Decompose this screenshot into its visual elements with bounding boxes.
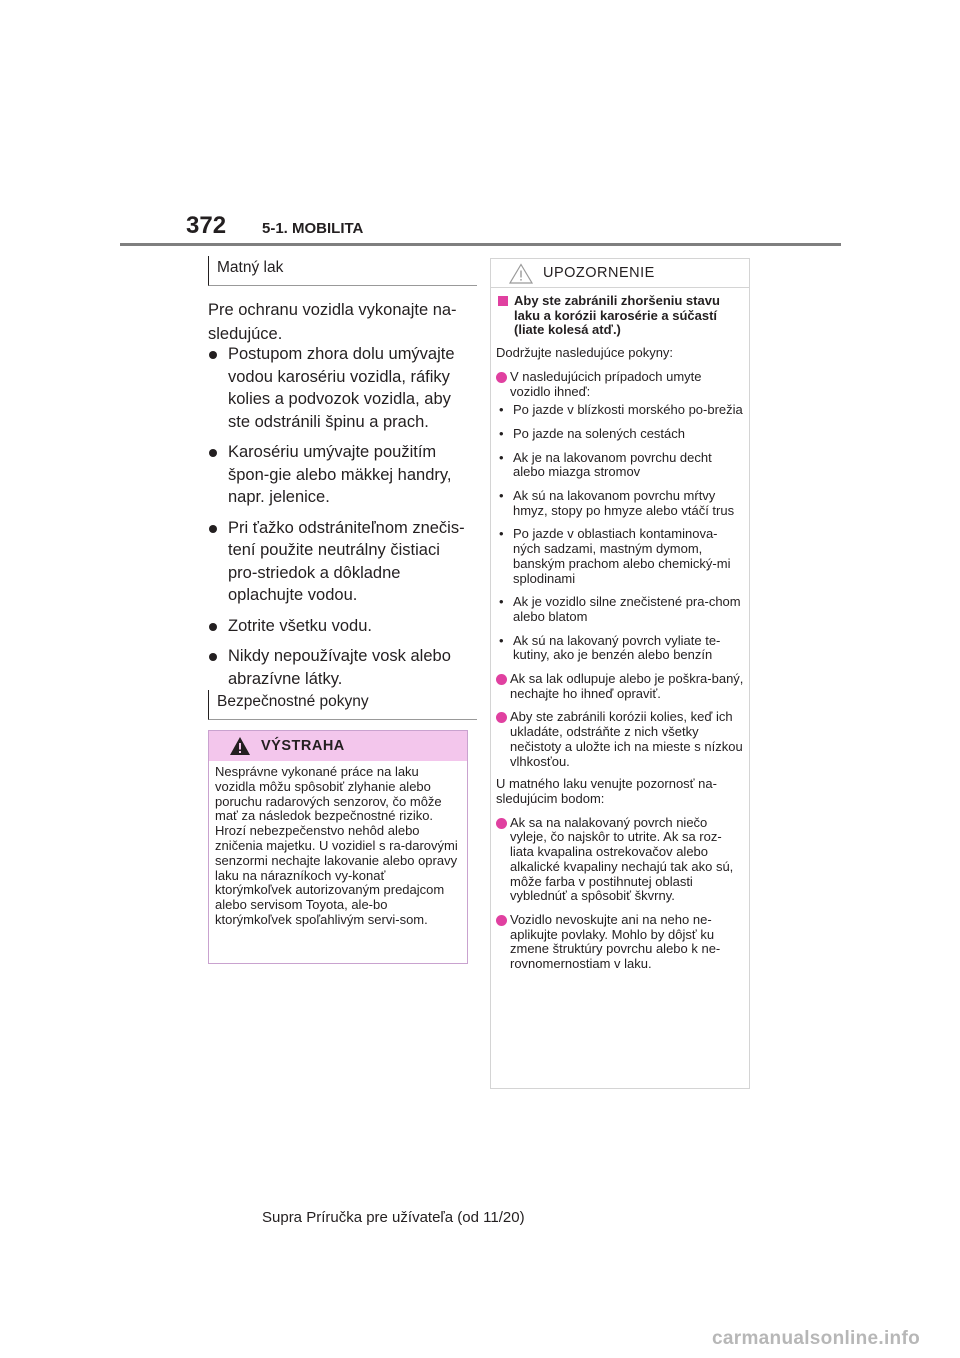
bullet-dot-icon [209,623,217,631]
warning-text: Nesprávne vykonané práce na laku vozidla môžu spôsobiť zlyhanie alebo poruchu radarových senzorov, čo môže mať za následok bezpečnostné riziko. Hrozí nebezpečenstvo nehôd alebo zničenia majetku. U vozidiel s ra-darovými senzormi nechajte lakovanie alebo opravy laku na nárazníkoch vy-konať ktorýmkoľvek autorizovaným predajcom alebo servisom Toyota, ale-bo ktorýmkoľvek spoľahlivým servi-som. [215,764,458,927]
warning-header [209,731,467,761]
caution-title: UPOZORNENIE [543,265,655,281]
list-item: • Ak sú na lakovanom povrchu mŕtvy hmyz, stopy po hmyze alebo vtáčí trus [499,488,735,518]
list-item: Ak sa lak odlupuje alebo je poškra-baný, nechajte ho ihneď opraviť. [496,672,744,701]
circle-marker-icon [496,915,507,926]
list-item: • Ak je na lakovanom povrchu decht alebo miazga stromov [499,449,712,480]
circle-marker-icon [496,372,507,383]
heading-matte-paint: Matný lak [208,256,477,286]
list-item: • Po jazde na solených cestách [499,425,685,441]
list-item: • Po jazde v blízkosti morského po-brežia [499,402,743,418]
caution-intro: Dodržujte nasledujúce pokyny: [496,345,674,361]
bullet-dot-icon [209,525,217,533]
header-rule [120,243,841,246]
list-item: Postupom zhora dolu umývajte vodou karosériu vozidla, ráfiky kolies a podvozok vozidla, aby ste odstránili špinu a prach. [208,343,470,433]
bullet-dot-icon [209,449,217,457]
page-number: 372 [186,212,227,239]
list-item: Nikdy nepoužívajte vosk alebo abrazívne látky. [208,645,470,690]
square-marker-icon [498,296,508,306]
caution-header [491,259,749,288]
list-item: • Ak sú na lakovaný povrch vyliate te-kutiny, ako je benzén alebo benzín [499,632,721,663]
list-item: Zotrite všetku vodu. [208,615,470,638]
list-item: Pri ťažko odstrániteľnom znečis-tení použite neutrálny čistiaci pro-striedok a dôkladne oplachujte vodou. [208,517,470,607]
list-item: V nasledujúcich prípadoch umyte vozidlo ihneď: [496,370,744,399]
list-item: Aby ste zabránili korózii kolies, keď ich ukladáte, odstráňte z nich všetky nečistoty a uložte ich na mieste s nízkou vlhkosťou. [496,710,744,769]
page-footer: Supra Príručka pre užívateľa (od 11/20) [262,1209,525,1226]
warning-triangle-icon [229,736,251,756]
warning-title: VÝSTRAHA [261,738,345,754]
circle-marker-icon [496,818,507,829]
bullet-dot-icon [209,351,217,359]
list-item: • Po jazde v oblastiach kontaminova-ných sadzami, mastným dymom, banským prachom alebo chemický-mi splodinami [499,526,731,586]
intro-text: Pre ochranu vozidla vykonajte na-sledujúce. [208,301,457,343]
list-item: Ak sa na nalakovaný povrch niečo vyleje, čo najskôr to utrite. Ak sa roz-liata kvapalina ostrekovačov alebo alkalické kvapaliny nechajú tak ako sú, môže farba v postihnutej oblasti vyblednúť a spôsobiť škvrny. [496,816,744,904]
circle-marker-icon [496,674,507,685]
list-item: Karosériu umývajte použitím špon-gie alebo mäkkej handry, napr. jelenice. [208,441,470,509]
warning-box [208,730,468,964]
site-watermark: carmanualsonline.info [712,1328,920,1349]
circle-marker-icon [496,712,507,723]
heading-safety-notes: Bezpečnostné pokyny [208,690,477,720]
care-bullet-list [208,343,470,698]
list-item: Vozidlo nevoskujte ani na neho ne-aplikujte povlaky. Mohlo by dôjsť ku zmene štruktúry povrchu alebo k ne-rovnomernostiam v laku. [496,913,744,972]
caution-triangle-icon [509,263,533,284]
list-item: • Ak je vozidlo silne znečistené pra-chom alebo blatom [499,594,741,624]
matte-paint-intro: U matného laku venujte pozornosť na-sledujúcim bodom: [496,776,717,806]
bullet-dot-icon [209,653,217,661]
section-title: 5-1. MOBILITA [262,220,364,237]
caution-heading: Aby ste zabránili zhoršeniu stavu laku a korózii karosérie a súčastí (liate kolesá atď.) [496,294,744,338]
caution-box [490,258,750,1089]
